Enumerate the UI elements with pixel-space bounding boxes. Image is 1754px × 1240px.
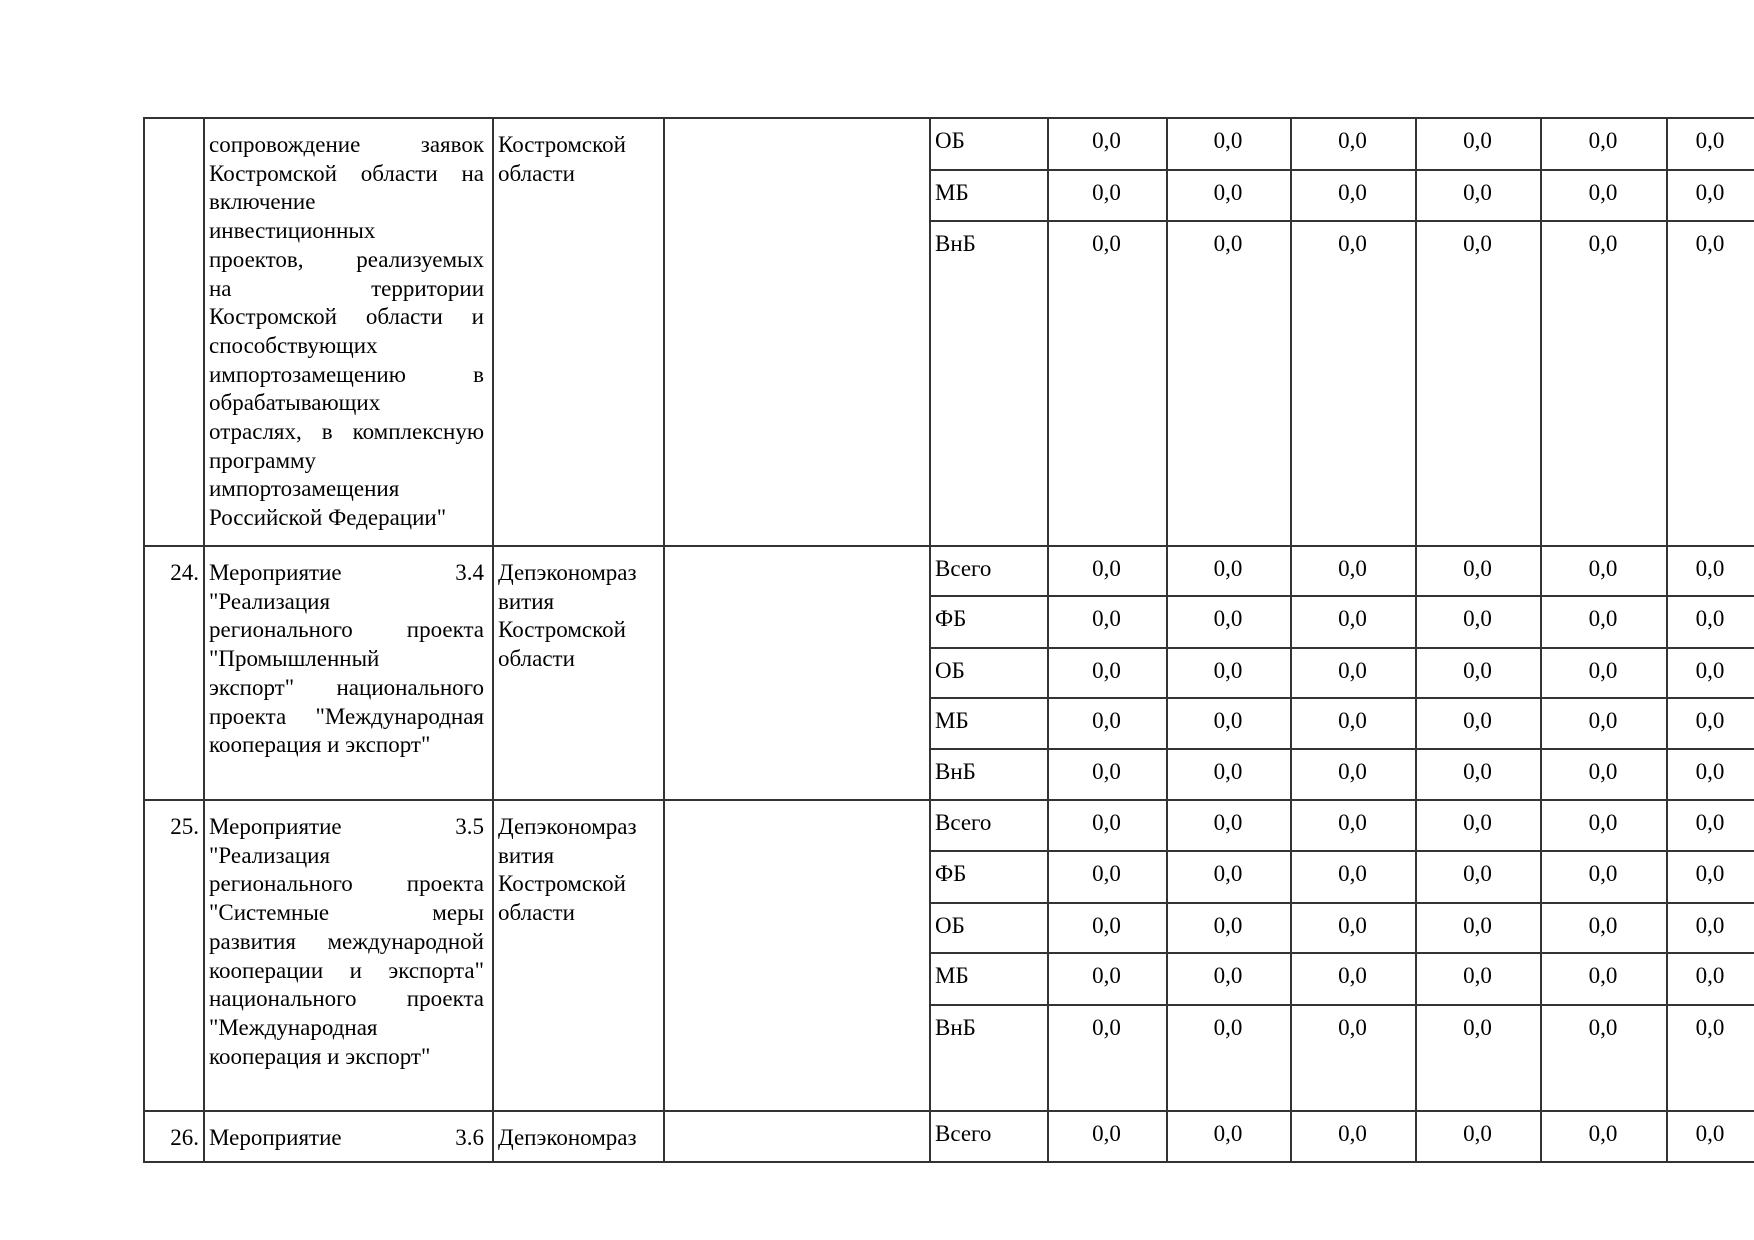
funding-value: 0,0 [1213,759,1243,784]
measure-description [209,131,484,533]
executor-line: вития [498,842,555,868]
funding-value: 0,0 [1213,810,1243,835]
funding-value: 0,0 [1588,810,1618,835]
funding-value: 0,0 [1338,963,1367,988]
row-number: 26. [170,1125,199,1150]
funding-value: 0,0 [1213,913,1243,938]
description-line: проектов, реализуемых [209,246,484,272]
funding-source-label: ОБ [935,658,965,683]
funding-value: 0,0 [1338,759,1367,784]
row-border [143,545,1754,547]
funding-value: 0,0 [1092,180,1121,205]
funding-source-label: ОБ [935,128,965,153]
executor-line: области [498,646,575,672]
funding-value: 0,0 [1695,128,1725,153]
subrow-border [929,595,1754,597]
column-divider [1540,117,1542,1163]
subrow-border [929,697,1754,699]
funding-value: 0,0 [1338,128,1367,153]
funding-value: 0,0 [1338,231,1367,256]
measure-description [209,559,484,760]
funding-source-label: ВнБ [935,1015,976,1040]
description-line: на территории [209,275,484,301]
funding-value: 0,0 [1092,759,1121,784]
funding-value: 0,0 [1463,963,1492,988]
funding-value: 0,0 [1463,759,1492,784]
funding-value: 0,0 [1092,1121,1121,1146]
funding-source-label: Всего [935,810,992,835]
column-divider [203,117,205,1163]
funding-source-label: ВнБ [935,759,976,784]
funding-value: 0,0 [1463,1121,1492,1146]
funding-value: 0,0 [1695,963,1725,988]
funding-value: 0,0 [1092,128,1121,153]
description-line: обрабатывающих [209,390,381,416]
subrow-border [929,647,1754,649]
funding-value: 0,0 [1695,180,1725,205]
column-divider [1666,117,1668,1163]
funding-value: 0,0 [1092,606,1121,631]
funding-value: 0,0 [1338,913,1367,938]
funding-value: 0,0 [1092,861,1121,886]
executor [498,1124,637,1153]
description-line: регионального проекта [209,617,484,643]
measure-description [209,1124,484,1153]
funding-value: 0,0 [1213,1121,1243,1146]
funding-value: 0,0 [1213,861,1243,886]
funding-value: 0,0 [1463,913,1492,938]
executor [498,813,637,928]
funding-source-label: ОБ [935,913,965,938]
funding-value: 0,0 [1588,180,1618,205]
description-line: Мероприятие 3.5 [209,814,484,839]
funding-value: 0,0 [1695,231,1725,256]
funding-value: 0,0 [1588,708,1618,733]
funding-value: 0,0 [1338,180,1367,205]
funding-value: 0,0 [1463,810,1492,835]
description-line: "Реализация [209,588,331,614]
column-divider [492,117,494,1163]
executor-line: Депэкономраз [498,814,637,839]
funding-value: 0,0 [1338,810,1367,835]
executor-line: области [498,900,575,926]
description-line: способствующих [209,332,378,358]
executor [498,131,626,188]
funding-value: 0,0 [1695,913,1725,938]
funding-value: 0,0 [1588,759,1618,784]
subrow-border [929,952,1754,954]
description-line: импортозамещения [209,476,400,502]
description-line: Костромской области на [209,160,484,186]
description-line: развития международной [209,928,484,954]
column-divider [663,117,665,1163]
row-border [143,799,1754,801]
funding-value: 0,0 [1588,231,1618,256]
subrow-border [929,850,1754,852]
description-line: "Промышленный [209,646,380,672]
subrow-border [929,169,1754,171]
description-line: Мероприятие 3.4 [209,560,484,585]
funding-value: 0,0 [1588,128,1618,153]
funding-value: 0,0 [1695,708,1725,733]
funding-value: 0,0 [1463,606,1492,631]
funding-value: 0,0 [1338,658,1367,683]
subrow-border [929,1004,1754,1006]
executor-line: Костромской [498,617,626,643]
funding-value: 0,0 [1213,963,1243,988]
funding-value: 0,0 [1463,1015,1492,1040]
funding-value: 0,0 [1092,231,1121,256]
description-line: импортозамещению в [209,361,484,387]
funding-value: 0,0 [1588,1015,1618,1040]
funding-value: 0,0 [1695,861,1725,886]
funding-value: 0,0 [1695,810,1725,835]
funding-value: 0,0 [1213,180,1243,205]
row-number: 25. [170,814,199,839]
executor-line: Костромской [498,132,626,157]
funding-value: 0,0 [1695,1015,1725,1040]
funding-value: 0,0 [1695,556,1725,581]
column-divider [1290,117,1292,1163]
description-line: кооперация и экспорт" [209,1043,431,1069]
description-line: кооперации и экспорта" [209,957,484,983]
funding-value: 0,0 [1463,180,1492,205]
funding-value: 0,0 [1588,913,1618,938]
description-line: Мероприятие 3.6 [209,1125,484,1150]
funding-value: 0,0 [1213,708,1243,733]
description-line: Костромской области и [209,304,484,330]
description-line: проекта "Международная [209,703,484,729]
funding-source-label: ВнБ [935,231,976,256]
funding-value: 0,0 [1213,1015,1243,1040]
funding-value: 0,0 [1338,556,1367,581]
funding-value: 0,0 [1213,606,1243,631]
funding-value: 0,0 [1463,658,1492,683]
description-line: кооперация и экспорт" [209,732,431,758]
funding-value: 0,0 [1463,708,1492,733]
column-divider [929,117,931,1163]
funding-value: 0,0 [1588,963,1618,988]
funding-source-label: Всего [935,556,992,581]
description-line: регионального проекта [209,871,484,897]
executor-line: вития [498,588,555,614]
funding-value: 0,0 [1213,556,1243,581]
funding-value: 0,0 [1588,861,1618,886]
funding-source-label: МБ [935,180,969,205]
funding-source-label: МБ [935,963,969,988]
funding-value: 0,0 [1092,658,1121,683]
funding-value: 0,0 [1463,556,1492,581]
description-line: "Международная [209,1014,378,1040]
executor [498,559,637,674]
funding-value: 0,0 [1588,1121,1618,1146]
description-line: отраслях, в комплексную [209,419,484,445]
column-divider [1166,117,1168,1163]
funding-value: 0,0 [1092,1015,1121,1040]
description-line: "Системные меры [209,900,484,926]
funding-value: 0,0 [1695,759,1725,784]
description-line: национального проекта [209,986,484,1012]
column-divider [1047,117,1049,1163]
description-line: Российской Федерации" [209,505,447,531]
executor-line: области [498,160,575,186]
funding-source-label: МБ [935,708,969,733]
description-line: сопровождение заявок [209,132,484,157]
row-number: 24. [170,560,199,585]
funding-value: 0,0 [1213,658,1243,683]
description-line: инвестиционных [209,218,376,244]
funding-value: 0,0 [1213,231,1243,256]
funding-value: 0,0 [1695,606,1725,631]
funding-value: 0,0 [1092,810,1121,835]
funding-value: 0,0 [1338,708,1367,733]
funding-value: 0,0 [1092,708,1121,733]
executor-line: Депэкономраз [498,1125,637,1150]
funding-value: 0,0 [1463,128,1492,153]
funding-source-label: ФБ [935,861,967,886]
description-line: включение [209,189,316,215]
funding-value: 0,0 [1695,658,1725,683]
funding-value: 0,0 [1695,1121,1725,1146]
funding-value: 0,0 [1213,128,1243,153]
subrow-border [929,220,1754,222]
description-line: программу [209,447,317,473]
column-divider [143,117,145,1163]
funding-value: 0,0 [1338,1015,1367,1040]
description-line: "Реализация [209,842,331,868]
funding-value: 0,0 [1338,606,1367,631]
funding-value: 0,0 [1588,556,1618,581]
funding-value: 0,0 [1338,861,1367,886]
subrow-border [929,748,1754,750]
funding-value: 0,0 [1092,556,1121,581]
description-line: экспорт" национального [209,674,484,700]
funding-source-label: Всего [935,1121,992,1146]
executor-line: Костромской [498,871,626,897]
executor-line: Депэкономраз [498,560,637,585]
funding-value: 0,0 [1588,658,1618,683]
measure-description [209,813,484,1071]
column-divider [1415,117,1417,1163]
funding-value: 0,0 [1463,861,1492,886]
subrow-border [929,902,1754,904]
funding-value: 0,0 [1588,606,1618,631]
funding-value: 0,0 [1463,231,1492,256]
funding-value: 0,0 [1338,1121,1367,1146]
row-border [143,1161,1754,1163]
funding-value: 0,0 [1092,913,1121,938]
funding-source-label: ФБ [935,606,967,631]
funding-value: 0,0 [1092,963,1121,988]
table-top-border [143,117,1754,119]
row-border [143,1110,1754,1112]
